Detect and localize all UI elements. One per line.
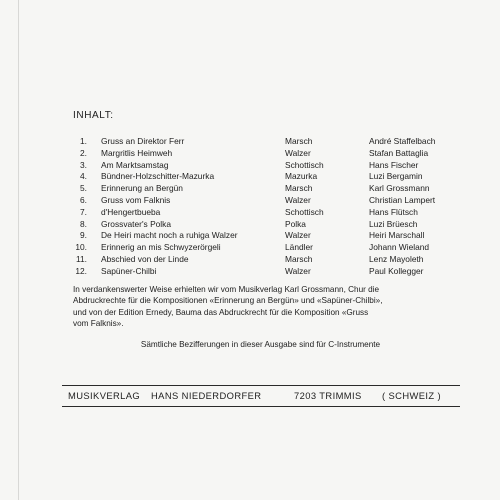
dance-type: Marsch: [285, 183, 313, 194]
composer-name: Paul Kollegger: [369, 265, 424, 276]
dance-type: Polka: [285, 218, 306, 229]
piece-title: Gruss vom Falknis: [101, 194, 171, 205]
composer-name: Hans Fischer: [369, 159, 419, 170]
piece-title: Abschied von der Linde: [101, 253, 189, 264]
composer-name: Hans Flütsch: [369, 206, 418, 217]
piece-title: Grossvater's Polka: [101, 218, 172, 229]
dance-type: Walzer: [285, 265, 311, 276]
acknowledgement-paragraph: [73, 284, 448, 330]
acknowledgement-line: vom Falknis».: [73, 319, 124, 329]
acknowledgement-line: In verdankenswerter Weise erhielten wir vom Musikverlag Karl Grossmann, Chur die: [73, 285, 380, 294]
footer-address: 7203 TRIMMIS: [294, 390, 362, 401]
list-item: [73, 160, 453, 172]
dance-type: Walzer: [285, 230, 311, 241]
composer-name: Karl Grossmann: [369, 183, 430, 194]
composer-name: Stafan Battaglia: [369, 147, 429, 158]
page-edge-line: [18, 0, 19, 500]
piece-title: Gruss an Direktor Ferr: [101, 136, 185, 146]
list-item: [73, 148, 453, 160]
list-item: [73, 254, 453, 266]
instrument-note: Sämtliche Bezifferungen in dieser Ausgabe sind für C-Instrumente: [140, 340, 381, 349]
composer-name: Christian Lampert: [369, 194, 436, 205]
piece-title: Sapüner-Chilbi: [101, 265, 157, 276]
item-number: 2.: [80, 147, 87, 158]
composer-name: Luzi Brüesch: [369, 218, 418, 229]
piece-title: Bündner-Holzschitter-Mazurka: [101, 171, 215, 182]
list-item: [73, 207, 453, 219]
item-number: 7.: [80, 206, 87, 217]
contents-list: [73, 136, 453, 278]
item-number: 10.: [75, 242, 87, 253]
contents-heading: INHALT:: [73, 110, 114, 121]
list-item: [73, 219, 453, 231]
list-item: [73, 230, 453, 242]
item-number: 11.: [75, 253, 87, 264]
item-number: 6.: [80, 194, 87, 205]
dance-type: Marsch: [285, 253, 313, 264]
item-number: 4.: [80, 171, 87, 182]
piece-title: Erinnerig an mis Schwyzerörgeli: [101, 242, 221, 253]
list-item: [73, 136, 453, 148]
piece-title: Margritlis Heimweh: [101, 147, 173, 158]
dance-type: Walzer: [285, 194, 311, 205]
dance-type: Walzer: [285, 147, 311, 158]
item-number: 5.: [80, 183, 87, 194]
piece-title: Erinnerung an Bergün: [101, 183, 183, 194]
dance-type: Schottisch: [285, 206, 324, 217]
item-number: 1.: [80, 136, 87, 146]
composer-name: Lenz Mayoleth: [369, 253, 424, 264]
composer-name: Johann Wieland: [369, 242, 430, 253]
dance-type: Ländler: [285, 242, 313, 253]
publisher-footer: [62, 385, 460, 407]
footer-publisher: HANS NIEDERDORFER: [151, 390, 262, 401]
footer-label: MUSIKVERLAG: [68, 390, 141, 401]
composer-name: Luzi Bergamin: [369, 171, 423, 182]
composer-name: Heiri Marschall: [369, 230, 425, 241]
footer-country: ( SCHWEIZ ): [382, 390, 442, 401]
acknowledgement-line: Abdruckrechte für die Kompositionen «Erinnerung an Bergün» und «Sapüner-Chilbi»,: [73, 296, 383, 306]
composer-name: André Staffelbach: [369, 136, 436, 146]
list-item: [73, 242, 453, 254]
item-number: 12.: [75, 265, 87, 276]
piece-title: Am Marktsamstag: [101, 159, 169, 170]
item-number: 8.: [80, 218, 87, 229]
piece-title: d'Hengertbueba: [101, 206, 161, 217]
list-item: [73, 266, 453, 278]
list-item: [73, 171, 453, 183]
dance-type: Schottisch: [285, 159, 324, 170]
acknowledgement-line: und von der Edition Ernedy, Bauma das Abdruckrecht für die Komposition «Gruss: [73, 307, 369, 317]
list-item: [73, 183, 453, 195]
dance-type: Marsch: [285, 136, 313, 146]
item-number: 3.: [80, 159, 87, 170]
item-number: 9.: [80, 230, 87, 241]
dance-type: Mazurka: [285, 171, 318, 182]
list-item: [73, 195, 453, 207]
piece-title: De Heiri macht noch a ruhiga Walzer: [101, 230, 238, 241]
